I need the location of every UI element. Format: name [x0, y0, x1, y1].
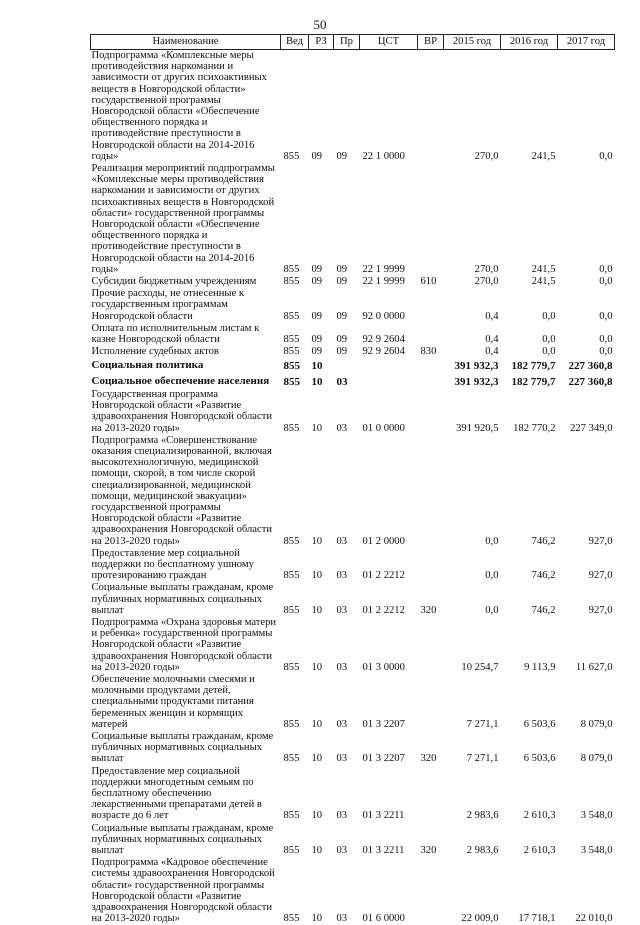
table-row: [91, 766, 615, 823]
table-row: [91, 582, 615, 617]
row-2016: 6 503,6: [501, 674, 558, 731]
row-pr: 03: [334, 674, 360, 731]
row-cst: 01 6 0000: [360, 857, 418, 925]
row-2016: 241,5: [501, 50, 558, 164]
row-cst: 92 0 0000: [360, 288, 418, 323]
row-2017: 11 627,0: [558, 617, 615, 674]
header-2017: 2017 год: [558, 35, 615, 50]
table-row: [91, 617, 615, 674]
row-2016: 6 503,6: [501, 731, 558, 766]
row-ved: 855: [281, 674, 309, 731]
row-rz: 09: [309, 288, 334, 323]
table-row: [91, 163, 615, 276]
row-ved: 855: [281, 50, 309, 164]
row-vr: 320: [418, 582, 444, 617]
row-vr: [418, 766, 444, 823]
table-row: [91, 674, 615, 731]
row-2017: 0,0: [558, 276, 615, 288]
row-name: Подпрограмма «Охрана здоровья матери и ребенка» государственной программы Новгородской области «Развитие здравоохранения Новгородской области на 2013-2020 годы»: [91, 617, 281, 674]
row-vr: 320: [418, 731, 444, 766]
row-ved: 855: [281, 358, 309, 373]
row-2016: 9 113,9: [501, 617, 558, 674]
row-name: Социальные выплаты гражданам, кроме публичных нормативных социальных выплат: [91, 731, 281, 766]
row-rz: 10: [309, 617, 334, 674]
row-2015: 270,0: [444, 276, 501, 288]
row-pr: 09: [334, 346, 360, 358]
row-pr: [334, 358, 360, 373]
header-cst: ЦСТ: [360, 35, 418, 50]
row-name: Реализация мероприятий подпрограммы «Комплексные меры противодействия наркомании и зависимости от других психоактивных веществ в Новгородской области» государственной программы Новгородской области «Обеспечение общественного порядка и противодействие преступности в Новгородской области на 2014-2016 годы»: [91, 163, 281, 276]
row-2015: 0,0: [444, 548, 501, 583]
row-rz: 09: [309, 50, 334, 164]
header-2016: 2016 год: [501, 35, 558, 50]
row-name: Подпрограмма «Комплексные меры противодействия наркомании и зависимости от других психоактивных веществ в Новгородской области» государственной программы Новгородской области «Обеспечение общественного порядка и противодействие преступности в Новгородской области на 2014-2016 годы»: [91, 50, 281, 164]
row-vr: [418, 163, 444, 276]
row-cst: 22 1 0000: [360, 50, 418, 164]
row-2017: 227 349,0: [558, 389, 615, 435]
row-vr: [418, 389, 444, 435]
row-cst: 01 2 0000: [360, 435, 418, 548]
row-rz: 10: [309, 389, 334, 435]
row-2017: 8 079,0: [558, 731, 615, 766]
row-pr: 09: [334, 288, 360, 323]
row-cst: 92 9 2604: [360, 323, 418, 346]
row-vr: [418, 548, 444, 583]
row-2016: 182 770,2: [501, 389, 558, 435]
row-2016: 241,5: [501, 163, 558, 276]
row-rz: 10: [309, 766, 334, 823]
row-name: Социальная политика: [91, 358, 281, 373]
row-rz: 09: [309, 323, 334, 346]
row-ved: 855: [281, 276, 309, 288]
row-2017: 227 360,8: [558, 358, 615, 373]
row-pr: 03: [334, 548, 360, 583]
row-vr: [418, 288, 444, 323]
row-2017: 927,0: [558, 435, 615, 548]
row-rz: 10: [309, 823, 334, 858]
row-cst: 01 3 0000: [360, 617, 418, 674]
row-vr: [418, 435, 444, 548]
row-2017: 927,0: [558, 582, 615, 617]
table-row: [91, 323, 615, 346]
row-ved: 855: [281, 582, 309, 617]
row-2017: 0,0: [558, 163, 615, 276]
row-name: Исполнение судебных актов: [91, 346, 281, 358]
row-2015: 391 932,3: [444, 374, 501, 389]
row-pr: 09: [334, 276, 360, 288]
row-ved: 855: [281, 389, 309, 435]
row-ved: 855: [281, 288, 309, 323]
row-2017: 927,0: [558, 548, 615, 583]
table-row: [91, 857, 615, 925]
row-cst: 01 3 2211: [360, 823, 418, 858]
header-vr: ВР: [418, 35, 444, 50]
row-pr: 03: [334, 582, 360, 617]
table-row: [91, 374, 615, 389]
table-row: [91, 50, 615, 164]
row-ved: 855: [281, 766, 309, 823]
row-cst: 01 3 2207: [360, 731, 418, 766]
page-number: 50: [0, 17, 640, 33]
row-vr: [418, 617, 444, 674]
row-rz: 10: [309, 857, 334, 925]
row-2015: 2 983,6: [444, 766, 501, 823]
row-ved: 855: [281, 731, 309, 766]
row-ved: 855: [281, 346, 309, 358]
row-2016: 0,0: [501, 346, 558, 358]
row-2016: 0,0: [501, 323, 558, 346]
row-pr: 03: [334, 731, 360, 766]
row-pr: 03: [334, 389, 360, 435]
table-header-row: [91, 35, 615, 50]
row-2015: 2 983,6: [444, 823, 501, 858]
row-2016: 746,2: [501, 435, 558, 548]
row-ved: 855: [281, 823, 309, 858]
row-name: Социальные выплаты гражданам, кроме публичных нормативных социальных выплат: [91, 582, 281, 617]
row-2015: 0,4: [444, 288, 501, 323]
row-ved: 855: [281, 435, 309, 548]
row-ved: 855: [281, 163, 309, 276]
row-2017: 3 548,0: [558, 766, 615, 823]
row-rz: 10: [309, 548, 334, 583]
row-vr: [418, 50, 444, 164]
row-name: Предоставление мер социальной поддержки по бесплатному ушному протезированию граждан: [91, 548, 281, 583]
row-name: Предоставление мер социальной поддержки многодетным семьям по бесплатному обеспечению лекарственными препаратами детей в возрасте до 6 лет: [91, 766, 281, 823]
table-row: [91, 276, 615, 288]
row-cst: 01 3 2211: [360, 766, 418, 823]
header-2015: 2015 год: [444, 35, 501, 50]
table-row: [91, 548, 615, 583]
row-rz: 10: [309, 435, 334, 548]
row-vr: 320: [418, 823, 444, 858]
row-2015: 0,4: [444, 323, 501, 346]
row-cst: 22 1 9999: [360, 163, 418, 276]
row-ved: 855: [281, 323, 309, 346]
table-row: [91, 389, 615, 435]
row-name: Подпрограмма «Совершенствование оказания специализированной, включая высокотехнологичную, медицинской помощи, скорой, в том числе скорой специализированной, медицинской помощи, медицинской эвакуации» государственной программы Новгородской области «Развитие здравоохранения Новгородской области на 2013-2020 годы»: [91, 435, 281, 548]
header-ved: Вед: [281, 35, 309, 50]
row-2015: 10 254,7: [444, 617, 501, 674]
row-pr: 09: [334, 50, 360, 164]
table-body: [91, 50, 615, 925]
row-2016: 241,5: [501, 276, 558, 288]
row-2016: 746,2: [501, 582, 558, 617]
row-name: Оплата по исполнительным листам к казне Новгородской области: [91, 323, 281, 346]
row-name: Обеспечение молочными смесями и молочными продуктами детей, специальными продуктами питания беременных женщин и кормящих матерей: [91, 674, 281, 731]
header-rz: РЗ: [309, 35, 334, 50]
row-vr: [418, 358, 444, 373]
row-2017: 0,0: [558, 323, 615, 346]
row-2016: 182 779,7: [501, 374, 558, 389]
row-ved: 855: [281, 617, 309, 674]
row-rz: 09: [309, 276, 334, 288]
row-cst: 01 2 2212: [360, 582, 418, 617]
row-pr: 03: [334, 374, 360, 389]
row-rz: 10: [309, 582, 334, 617]
table-row: [91, 435, 615, 548]
row-2015: 0,0: [444, 582, 501, 617]
row-2015: 7 271,1: [444, 731, 501, 766]
row-ved: 855: [281, 548, 309, 583]
row-name: Социальное обеспечение населения: [91, 374, 281, 389]
row-2017: 0,0: [558, 288, 615, 323]
row-name: Субсидии бюджетным учреждениям: [91, 276, 281, 288]
table-row: [91, 731, 615, 766]
row-pr: 03: [334, 823, 360, 858]
row-cst: 01 0 0000: [360, 389, 418, 435]
row-2016: 17 718,1: [501, 857, 558, 925]
table-row: [91, 288, 615, 323]
row-pr: 03: [334, 435, 360, 548]
row-pr: 03: [334, 857, 360, 925]
row-2015: 270,0: [444, 50, 501, 164]
row-cst: 01 2 2212: [360, 548, 418, 583]
row-vr: 830: [418, 346, 444, 358]
row-2017: 22 010,0: [558, 857, 615, 925]
table-row: [91, 358, 615, 373]
row-rz: 09: [309, 346, 334, 358]
row-rz: 10: [309, 731, 334, 766]
row-2017: 227 360,8: [558, 374, 615, 389]
row-cst: [360, 358, 418, 373]
row-pr: 09: [334, 323, 360, 346]
table-row: [91, 823, 615, 858]
row-2016: 182 779,7: [501, 358, 558, 373]
row-cst: 01 3 2207: [360, 674, 418, 731]
row-name: Прочие расходы, не отнесенные к государственным программам Новгородской области: [91, 288, 281, 323]
row-2017: 0,0: [558, 346, 615, 358]
row-2015: 391 932,3: [444, 358, 501, 373]
row-ved: 855: [281, 374, 309, 389]
row-2017: 0,0: [558, 50, 615, 164]
row-2016: 2 610,3: [501, 823, 558, 858]
row-ved: 855: [281, 857, 309, 925]
header-pr: Пр: [334, 35, 360, 50]
row-2016: 0,0: [501, 288, 558, 323]
row-2017: 8 079,0: [558, 674, 615, 731]
row-2016: 746,2: [501, 548, 558, 583]
row-2015: 22 009,0: [444, 857, 501, 925]
row-rz: 10: [309, 374, 334, 389]
row-2015: 0,0: [444, 435, 501, 548]
row-pr: 03: [334, 617, 360, 674]
row-2015: 7 271,1: [444, 674, 501, 731]
row-pr: 03: [334, 766, 360, 823]
row-vr: [418, 857, 444, 925]
row-cst: 22 1 9999: [360, 276, 418, 288]
row-vr: [418, 674, 444, 731]
table-row: [91, 346, 615, 358]
row-2015: 391 920,5: [444, 389, 501, 435]
row-cst: [360, 374, 418, 389]
row-rz: 10: [309, 358, 334, 373]
row-2015: 0,4: [444, 346, 501, 358]
row-name: Подпрограмма «Кадровое обеспечение системы здравоохранения Новгородской области» государственной программы Новгородской области «Развитие здравоохранения Новгородской области на 2013-2020 годы»: [91, 857, 281, 925]
row-rz: 09: [309, 163, 334, 276]
row-cst: 92 9 2604: [360, 346, 418, 358]
row-2017: 3 548,0: [558, 823, 615, 858]
row-rz: 10: [309, 674, 334, 731]
row-vr: [418, 374, 444, 389]
row-vr: [418, 323, 444, 346]
budget-table: [90, 34, 615, 925]
row-vr: 610: [418, 276, 444, 288]
row-pr: 09: [334, 163, 360, 276]
row-2016: 2 610,3: [501, 766, 558, 823]
row-name: Социальные выплаты гражданам, кроме публичных нормативных социальных выплат: [91, 823, 281, 858]
header-name: Наименование: [91, 35, 281, 50]
row-2015: 270,0: [444, 163, 501, 276]
row-name: Государственная программа Новгородской области «Развитие здравоохранения Новгородской области на 2013-2020 годы»: [91, 389, 281, 435]
